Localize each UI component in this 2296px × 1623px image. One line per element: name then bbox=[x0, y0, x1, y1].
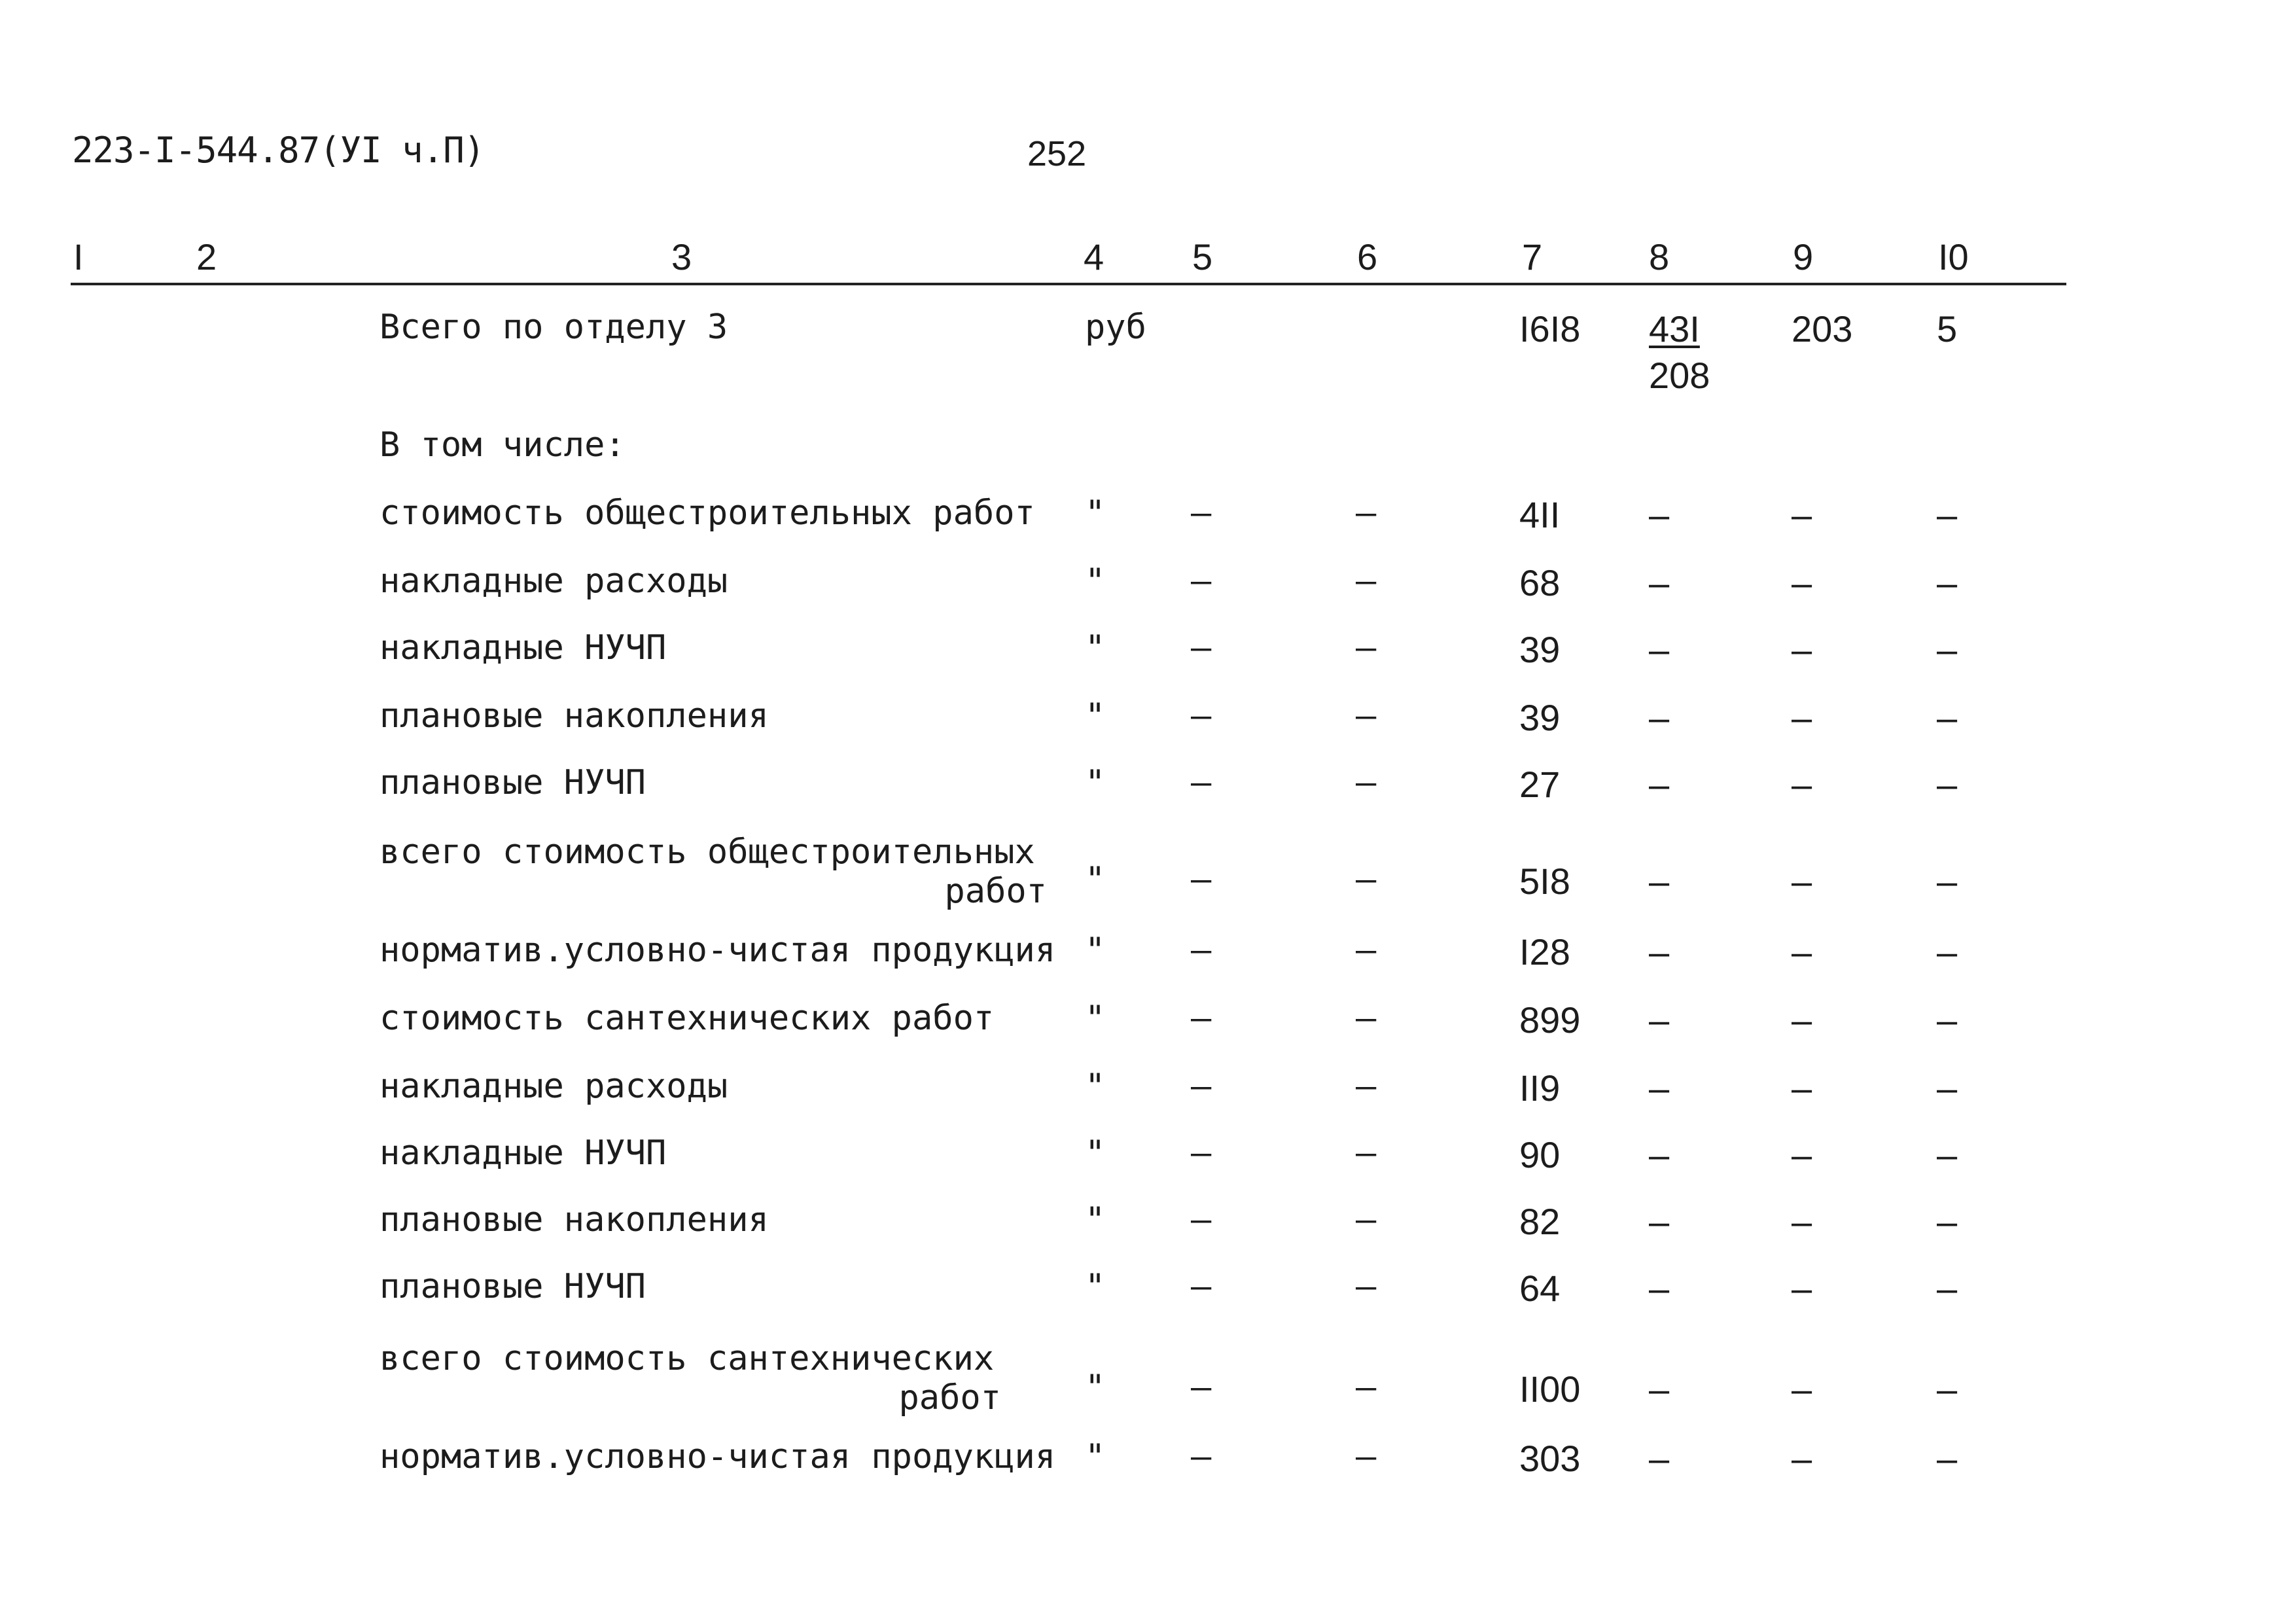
total-row-col10: 5 bbox=[1937, 308, 1958, 349]
row-unit: " bbox=[1085, 696, 1106, 736]
row-col6: – bbox=[1356, 860, 1377, 899]
row-col10: – bbox=[1937, 861, 1958, 902]
row-col6: – bbox=[1356, 1368, 1377, 1407]
row-col8: – bbox=[1649, 931, 1670, 972]
row-col6: – bbox=[1356, 628, 1377, 668]
row-col9: – bbox=[1792, 999, 1812, 1041]
row-col10: – bbox=[1937, 629, 1958, 670]
row-name: всего стоимость сантехнических bbox=[380, 1339, 995, 1378]
row-col8: – bbox=[1649, 562, 1670, 603]
row-col5: – bbox=[1191, 860, 1212, 899]
total-row-col8 bbox=[1649, 308, 1710, 397]
row-name: стоимость общестроительных работ bbox=[380, 493, 1035, 533]
row-col10: – bbox=[1937, 562, 1958, 603]
row-col6: – bbox=[1356, 1267, 1377, 1306]
total-row-name: Всего по отделу 3 bbox=[380, 308, 728, 347]
column-header-4: 4 bbox=[1084, 236, 1104, 277]
row-col10: – bbox=[1937, 931, 1958, 972]
row-col7: 27 bbox=[1519, 764, 1561, 805]
row-col9: – bbox=[1792, 1438, 1812, 1479]
row-col6: – bbox=[1356, 696, 1377, 736]
row-col10: – bbox=[1937, 1067, 1958, 1109]
row-col9: – bbox=[1792, 1268, 1812, 1309]
row-col7: 4II bbox=[1519, 494, 1561, 535]
row-col6: – bbox=[1356, 1437, 1377, 1476]
row-col5: – bbox=[1191, 1067, 1212, 1106]
row-col7: 39 bbox=[1519, 629, 1561, 670]
row-col7: 899 bbox=[1519, 999, 1581, 1041]
row-col8: – bbox=[1649, 1438, 1670, 1479]
row-col8: – bbox=[1649, 999, 1670, 1041]
row-col9: – bbox=[1792, 697, 1812, 738]
row-col7: 82 bbox=[1519, 1201, 1561, 1242]
row-col6: – bbox=[1356, 763, 1377, 802]
row-col9: – bbox=[1792, 764, 1812, 805]
row-col8: – bbox=[1649, 1201, 1670, 1242]
row-name: плановые накопления bbox=[380, 1200, 769, 1240]
document-code: 223-I-544.87(УI ч.П) bbox=[72, 130, 485, 171]
column-headers bbox=[0, 236, 2296, 281]
row-unit: " bbox=[1085, 628, 1106, 668]
row-col8: – bbox=[1649, 861, 1670, 902]
column-header-2: 2 bbox=[196, 236, 217, 277]
row-col5: – bbox=[1191, 1133, 1212, 1173]
row-unit: " bbox=[1085, 1133, 1106, 1173]
row-col5: – bbox=[1191, 696, 1212, 736]
row-col5: – bbox=[1191, 999, 1212, 1038]
row-name: стоимость сантехнических работ bbox=[380, 999, 995, 1038]
row-col9: – bbox=[1792, 1134, 1812, 1175]
row-col10: – bbox=[1937, 1368, 1958, 1410]
column-header-10: I0 bbox=[1938, 236, 1969, 277]
row-col10: – bbox=[1937, 1268, 1958, 1309]
total-row-col8-numerator: 43I bbox=[1649, 308, 1700, 349]
header-rule bbox=[71, 283, 2066, 285]
column-header-5: 5 bbox=[1192, 236, 1213, 277]
row-name: норматив.условно-чистая продукция bbox=[380, 931, 1056, 970]
column-header-3: 3 bbox=[671, 236, 692, 277]
column-header-9: 9 bbox=[1793, 236, 1814, 277]
row-col7: I28 bbox=[1519, 931, 1570, 972]
row-col8: – bbox=[1649, 764, 1670, 805]
row-name: норматив.условно-чистая продукция bbox=[380, 1437, 1056, 1476]
row-name-continuation: работ bbox=[898, 1378, 1001, 1418]
row-col6: – bbox=[1356, 493, 1377, 533]
row-col5: – bbox=[1191, 1437, 1212, 1476]
row-unit: " bbox=[1085, 1200, 1106, 1240]
row-col5: – bbox=[1191, 493, 1212, 533]
total-row-unit: руб bbox=[1085, 308, 1146, 347]
row-name-wrapped bbox=[380, 832, 1047, 911]
column-header-8: 8 bbox=[1649, 236, 1670, 277]
row-unit: " bbox=[1085, 562, 1106, 601]
row-name: накладные НУЧП bbox=[380, 1133, 667, 1173]
row-col8: – bbox=[1649, 1067, 1670, 1109]
row-col5: – bbox=[1191, 562, 1212, 601]
row-col7: 64 bbox=[1519, 1268, 1561, 1309]
row-col6: – bbox=[1356, 999, 1377, 1038]
row-col7: 39 bbox=[1519, 697, 1561, 738]
row-col9: – bbox=[1792, 1201, 1812, 1242]
row-col6: – bbox=[1356, 1133, 1377, 1173]
column-header-1: I bbox=[73, 236, 84, 277]
row-name-continuation: работ bbox=[944, 872, 1047, 911]
row-col7: 68 bbox=[1519, 562, 1561, 603]
row-col8: – bbox=[1649, 1268, 1670, 1309]
row-unit: " bbox=[1085, 1067, 1106, 1106]
row-unit: " bbox=[1085, 931, 1106, 970]
row-name: накладные расходы bbox=[380, 1067, 728, 1106]
row-col5: – bbox=[1191, 1267, 1212, 1306]
row-col6: – bbox=[1356, 562, 1377, 601]
column-header-6: 6 bbox=[1357, 236, 1378, 277]
row-unit: " bbox=[1085, 763, 1106, 802]
row-col5: – bbox=[1191, 763, 1212, 802]
row-col8: – bbox=[1649, 697, 1670, 738]
row-col6: – bbox=[1356, 1067, 1377, 1106]
row-unit: " bbox=[1085, 1368, 1106, 1407]
row-col10: – bbox=[1937, 697, 1958, 738]
row-col6: – bbox=[1356, 1200, 1377, 1240]
row-unit: " bbox=[1085, 1437, 1106, 1476]
row-name: плановые НУЧП bbox=[380, 763, 646, 802]
column-header-7: 7 bbox=[1522, 236, 1543, 277]
row-name: всего стоимость общестроительных bbox=[380, 832, 1035, 872]
row-name-wrapped bbox=[380, 1339, 1001, 1418]
row-col7: 90 bbox=[1519, 1134, 1561, 1175]
row-unit: " bbox=[1085, 1267, 1106, 1306]
row-col8: – bbox=[1649, 629, 1670, 670]
page-number: 252 bbox=[1027, 134, 1087, 173]
row-col9: – bbox=[1792, 931, 1812, 972]
row-name: плановые НУЧП bbox=[380, 1267, 646, 1306]
subheading: В том числе: bbox=[380, 425, 626, 465]
row-col10: – bbox=[1937, 1438, 1958, 1479]
row-col9: – bbox=[1792, 629, 1812, 670]
total-row-col9: 203 bbox=[1792, 308, 1853, 349]
row-col7: II00 bbox=[1519, 1368, 1581, 1410]
row-col10: – bbox=[1937, 1134, 1958, 1175]
row-col9: – bbox=[1792, 1368, 1812, 1410]
row-unit: " bbox=[1085, 860, 1106, 899]
row-col9: – bbox=[1792, 1067, 1812, 1109]
row-col8: – bbox=[1649, 494, 1670, 535]
row-col8: – bbox=[1649, 1368, 1670, 1410]
row-name: накладные НУЧП bbox=[380, 628, 667, 668]
row-unit: " bbox=[1085, 999, 1106, 1038]
row-col5: – bbox=[1191, 931, 1212, 970]
row-unit: " bbox=[1085, 493, 1106, 533]
row-col5: – bbox=[1191, 1200, 1212, 1240]
row-col6: – bbox=[1356, 931, 1377, 970]
row-col7: II9 bbox=[1519, 1067, 1561, 1109]
row-col9: – bbox=[1792, 861, 1812, 902]
row-col5: – bbox=[1191, 1368, 1212, 1407]
row-col10: – bbox=[1937, 494, 1958, 535]
row-col7: 303 bbox=[1519, 1438, 1581, 1479]
total-row-col8-denominator: 208 bbox=[1649, 355, 1710, 396]
row-col10: – bbox=[1937, 1201, 1958, 1242]
row-col9: – bbox=[1792, 494, 1812, 535]
row-col9: – bbox=[1792, 562, 1812, 603]
total-row-col7: I6I8 bbox=[1519, 308, 1581, 349]
row-col8: – bbox=[1649, 1134, 1670, 1175]
row-col7: 5I8 bbox=[1519, 861, 1570, 902]
row-col10: – bbox=[1937, 999, 1958, 1041]
row-name: плановые накопления bbox=[380, 696, 769, 736]
row-name: накладные расходы bbox=[380, 562, 728, 601]
row-col5: – bbox=[1191, 628, 1212, 668]
row-col10: – bbox=[1937, 764, 1958, 805]
